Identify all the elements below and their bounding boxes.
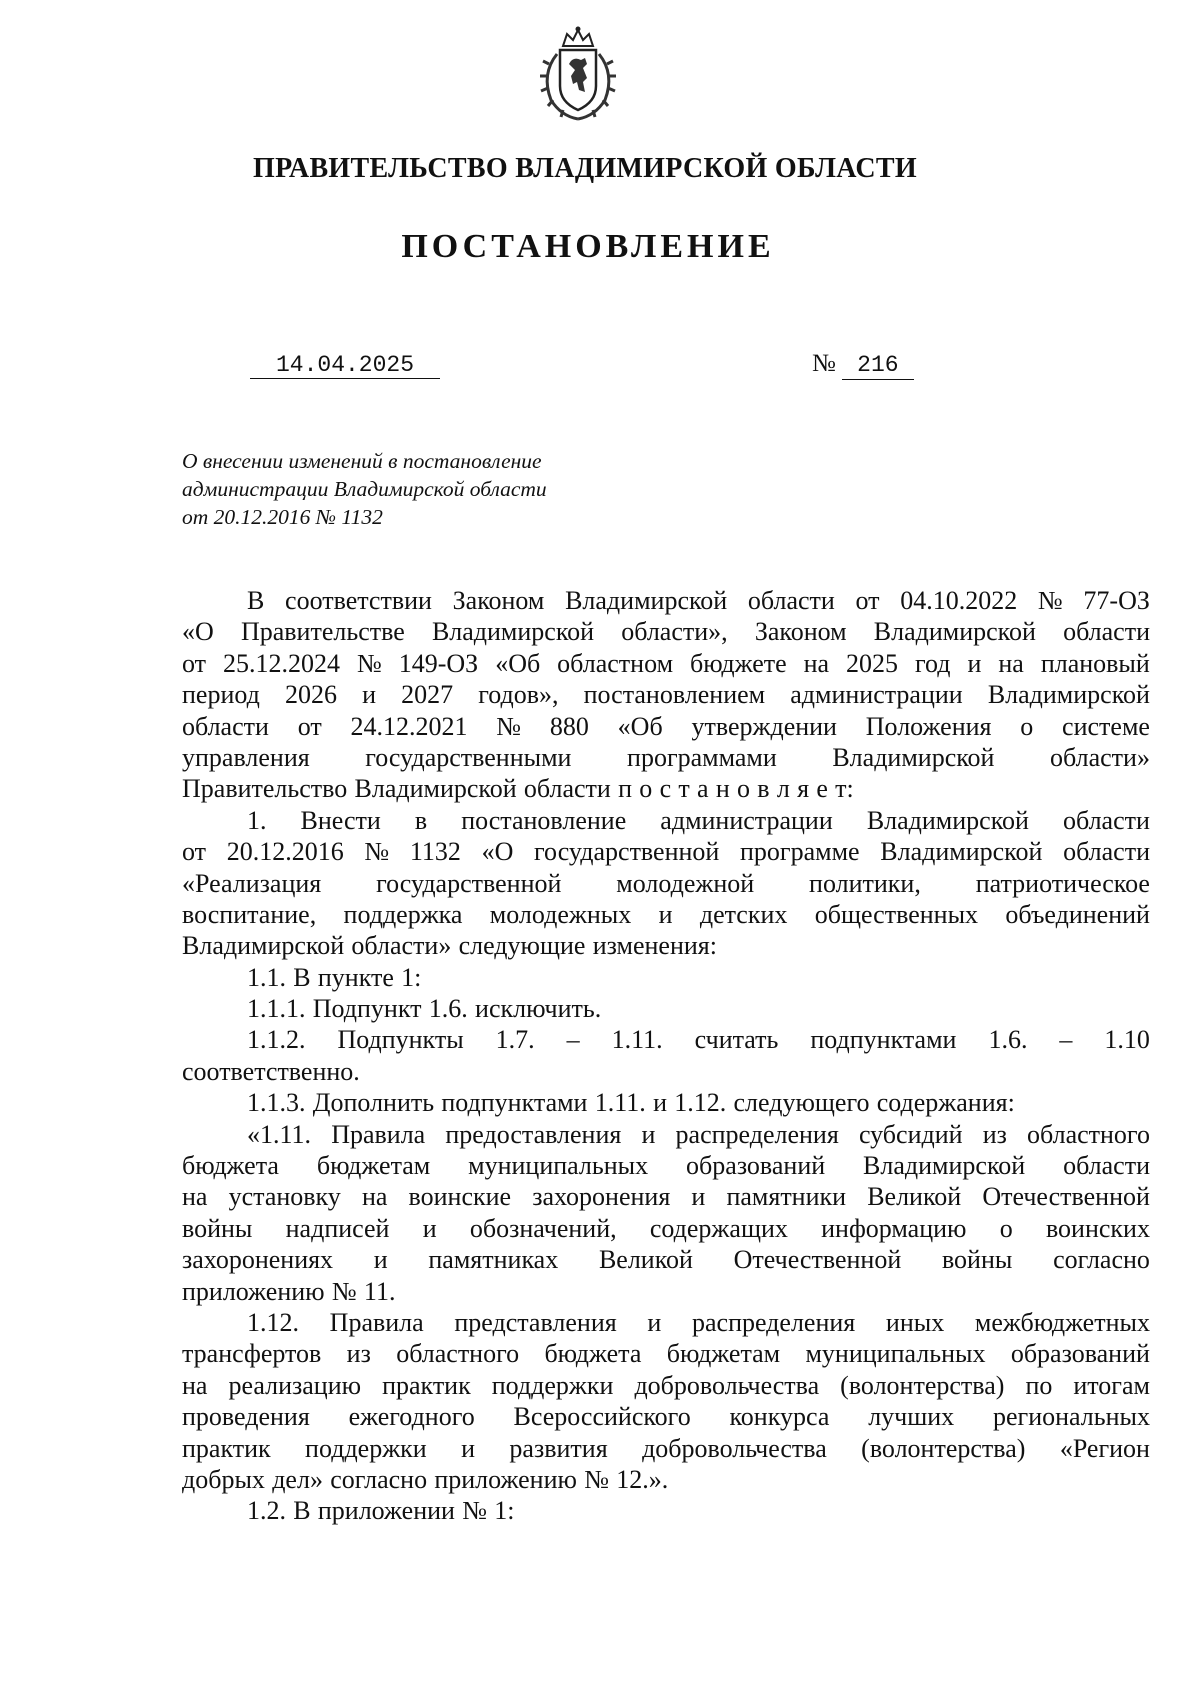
number-value: 216 <box>842 351 914 380</box>
body-line: бюджета бюджетам муниципальных образований Владимирской области <box>182 1151 1150 1181</box>
body-line: Правительство Владимирской области п о с т а н о в л я е т: <box>182 774 854 804</box>
body-line: «1.11. Правила предоставления и распределения субсидий из областного <box>247 1119 1150 1149</box>
body-line: от 25.12.2024 № 149-ОЗ «Об областном бюджете на 2025 год и на плановый <box>182 648 1150 678</box>
body-line: на установку на воинские захоронения и памятники Великой Отечественной <box>182 1182 1150 1212</box>
coat-of-arms-icon <box>533 24 623 124</box>
body-line: 1.1.1. Подпункт 1.6. исключить. <box>247 994 602 1024</box>
government-title: ПРАВИТЕЛЬСТВО ВЛАДИМИРСКОЙ ОБЛАСТИ <box>253 153 917 184</box>
document-type-title: ПОСТАНОВЛЕНИЕ <box>401 228 775 265</box>
document-subject <box>182 447 547 531</box>
subject-line: от 20.12.2016 № 1132 <box>182 505 383 529</box>
document-body <box>182 585 1150 1527</box>
body-line: 1.1.3. Дополнить подпунктами 1.11. и 1.12. следующего содержания: <box>247 1088 1015 1118</box>
body-line: 1.1.2. Подпункты 1.7. – 1.11. считать подпунктами 1.6. – 1.10 <box>247 1025 1150 1055</box>
body-line: соответственно. <box>182 1056 360 1086</box>
body-line: трансфертов из областного бюджета бюджетам муниципальных образований <box>182 1339 1150 1369</box>
body-line: 1. Внести в постановление администрации Владимирской области <box>247 805 1150 835</box>
body-line: на реализацию практик поддержки добровольчества (волонтерства) по итогам <box>182 1370 1150 1400</box>
body-line: 1.1. В пункте 1: <box>247 962 422 992</box>
subject-line: О внесении изменений в постановление <box>182 449 542 473</box>
body-line: проведения ежегодного Всероссийского конкурса лучших региональных <box>182 1402 1150 1432</box>
body-line: воспитание, поддержка молодежных и детских общественных объединений <box>182 899 1150 929</box>
body-line: управления государственными программами Владимирской области» <box>182 742 1150 772</box>
body-line: «Реализация государственной молодежной политики, патриотическое <box>182 868 1150 898</box>
body-line: захоронениях и памятниках Великой Отечественной войны согласно <box>182 1245 1150 1275</box>
body-line: «О Правительстве Владимирской области», Законом Владимирской области <box>182 617 1150 647</box>
body-line: от 20.12.2016 № 1132 «О государственной программе Владимирской области <box>182 837 1150 867</box>
number-label: № <box>812 350 836 377</box>
body-line: период 2026 и 2027 годов», постановлением администрации Владимирской <box>182 680 1150 710</box>
body-line: войны надписей и обозначений, содержащих информацию о воинских <box>182 1213 1150 1243</box>
document-date: 14.04.2025 <box>250 352 440 379</box>
body-line: приложению № 11. <box>182 1276 396 1306</box>
body-line: В соответствии Законом Владимирской области от 04.10.2022 № 77-ОЗ <box>247 586 1150 615</box>
body-line: области от 24.12.2021 № 880 «Об утверждении Положения о системе <box>182 711 1150 741</box>
document-number <box>812 350 914 380</box>
body-line: 1.2. В приложении № 1: <box>247 1496 515 1526</box>
subject-line: администрации Владимирской области <box>182 477 547 501</box>
body-line: добрых дел» согласно приложению № 12.». <box>182 1464 669 1494</box>
body-line: практик поддержки и развития добровольчества (волонтерства) «Регион <box>182 1433 1150 1463</box>
body-line: 1.12. Правила представления и распределения иных межбюджетных <box>247 1307 1150 1337</box>
body-line: Владимирской области» следующие изменения: <box>182 931 717 961</box>
